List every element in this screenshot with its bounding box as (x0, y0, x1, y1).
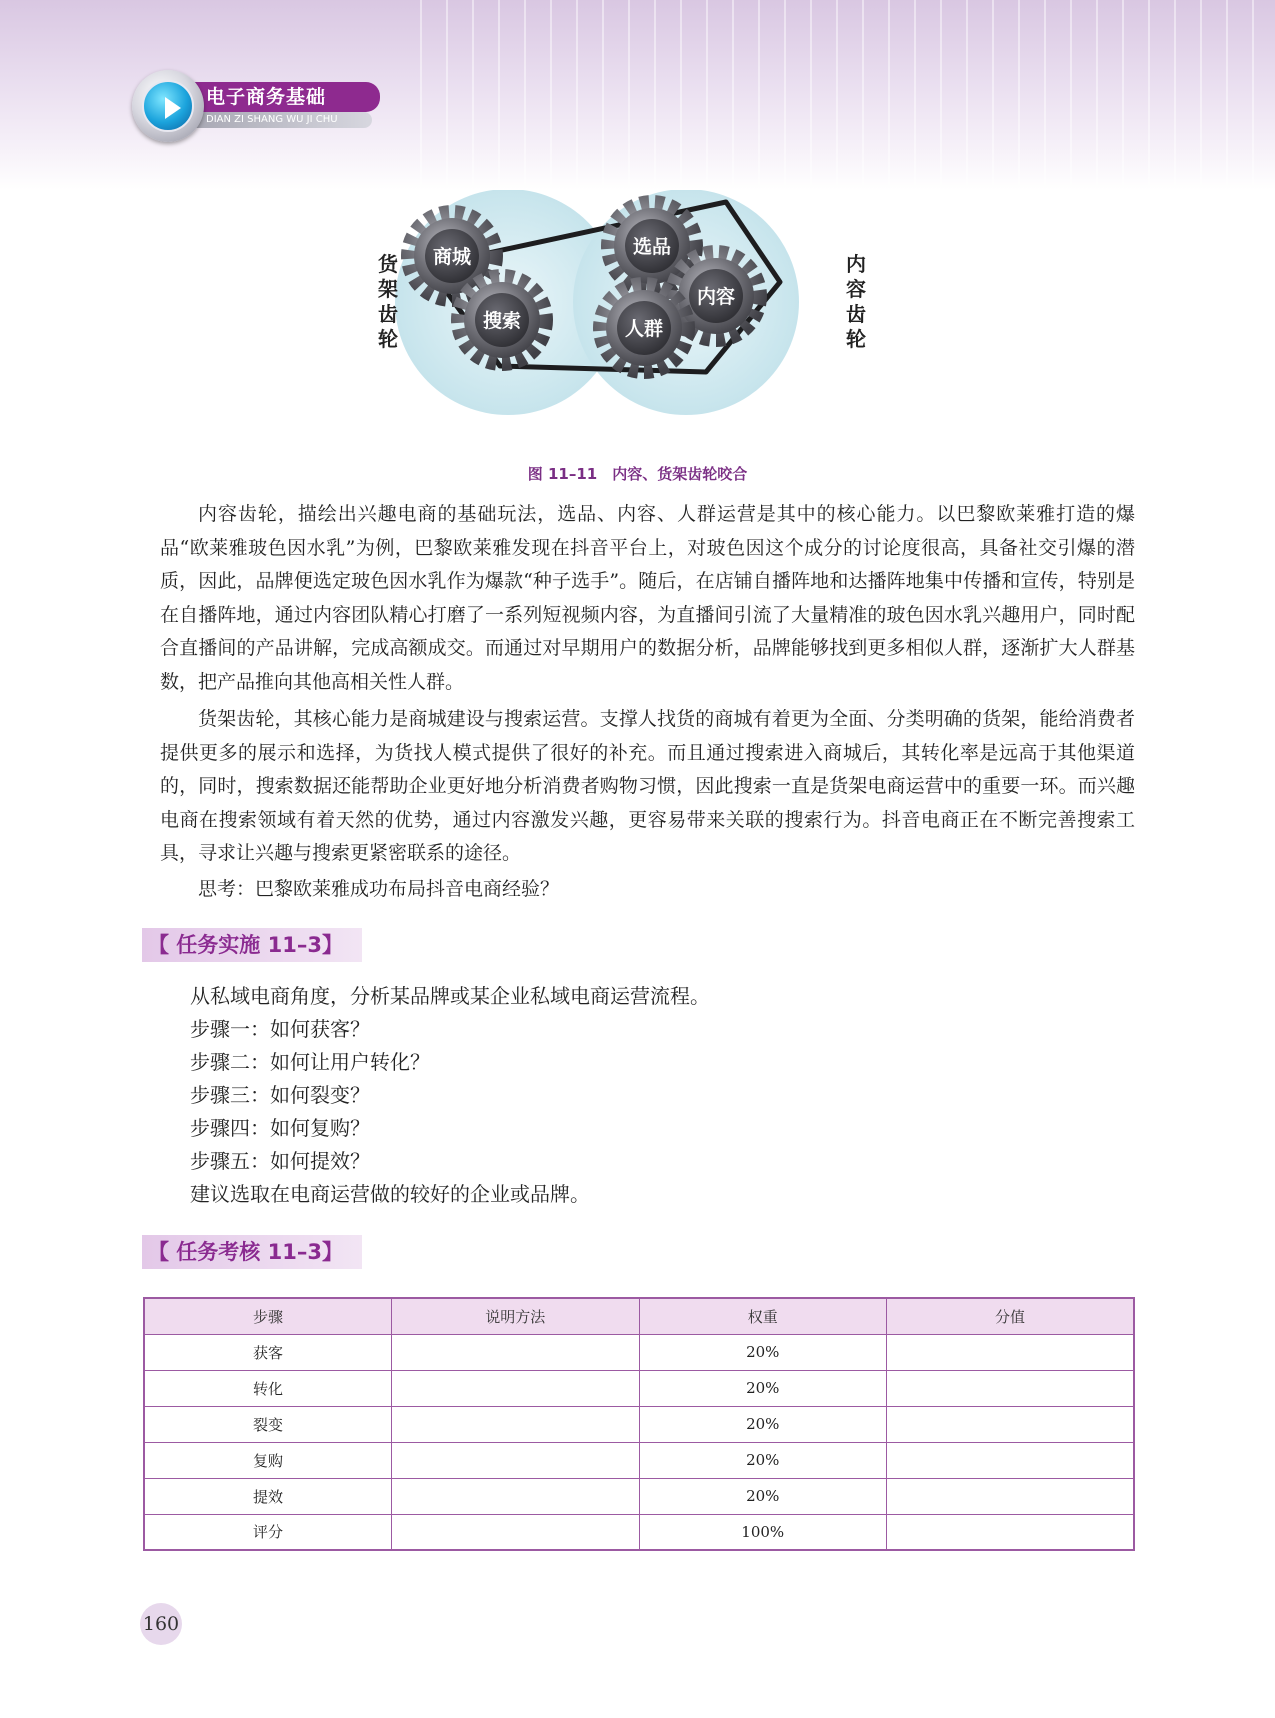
cell-method (392, 1370, 640, 1406)
cell-step: 获客 (144, 1334, 392, 1370)
section-header-implementation: 【 任务实施 11–3】 (142, 928, 362, 962)
cell-weight: 20% (639, 1478, 887, 1514)
task-step-4: 步骤四：如何复购？ (190, 1116, 370, 1140)
play-logo-icon (132, 70, 204, 142)
paragraph-question: 思考：巴黎欧莱雅成功布局抖音电商经验？ (198, 878, 560, 900)
figure-caption: 图 11–11 内容、货架齿轮咬合 (527, 465, 748, 483)
gear-figure (380, 190, 900, 450)
table-row (144, 1514, 1134, 1550)
cell-score (887, 1370, 1135, 1406)
gear-label-mall: 商城 (432, 246, 472, 268)
paragraph-shelf-gear: 货架齿轮，其核心能力是商城建设与搜索运营。支撑人找货的商城有着更为全面、分类明确的货架，能给消费者提供更多的展示和选择，为货找人模式提供了很好的补充。而且通过搜索进入商城后，其转化率是远高于其他渠道的，同时，搜索数据还能帮助企业更好地分析消费者购物习惯，因此搜索一直是货架电商运营中的重要一环。而兴趣电商在搜索领域有着天然的优势，通过内容激发兴趣，更容易带来关联的搜索行为。抖音电商正在不断完善搜索工具，寻求让兴趣与搜索更紧密联系的途径。 (160, 708, 1135, 864)
table-header-row (144, 1298, 1134, 1334)
cell-score (887, 1334, 1135, 1370)
content-gear-label: 内容齿轮 (846, 252, 866, 351)
table-row (144, 1370, 1134, 1406)
gear-label-search: 搜索 (482, 310, 522, 332)
cell-step: 转化 (144, 1370, 392, 1406)
cell-step: 复购 (144, 1442, 392, 1478)
task-intro: 从私域电商角度，分析某品牌或某企业私域电商运营流程。 (190, 984, 710, 1008)
page-number: 160 (140, 1603, 182, 1645)
cell-weight: 20% (639, 1442, 887, 1478)
cell-method (392, 1442, 640, 1478)
table-row (144, 1478, 1134, 1514)
table-row (144, 1334, 1134, 1370)
col-header-weight: 权重 (639, 1298, 887, 1334)
table-row (144, 1406, 1134, 1442)
cell-method (392, 1478, 640, 1514)
gear-label-content: 内容 (696, 286, 736, 308)
cell-score (887, 1442, 1135, 1478)
cell-score (887, 1406, 1135, 1442)
cell-method (392, 1334, 640, 1370)
cell-weight: 20% (639, 1334, 887, 1370)
cell-method (392, 1514, 640, 1550)
cell-weight: 20% (639, 1406, 887, 1442)
col-header-score: 分值 (887, 1298, 1135, 1334)
book-subtitle: DIAN ZI SHANG WU JI CHU (190, 112, 372, 128)
assessment-table (143, 1297, 1135, 1551)
cell-score (887, 1478, 1135, 1514)
cell-step: 提效 (144, 1478, 392, 1514)
table-row (144, 1442, 1134, 1478)
paragraph-content-gear: 内容齿轮，描绘出兴趣电商的基础玩法，选品、内容、人群运营是其中的核心能力。以巴黎欧莱雅打造的爆品“欧莱雅玻色因水乳”为例，巴黎欧莱雅发现在抖音平台上，对玻色因这个成分的讨论度很高，具备社交引爆的潜质，因此，品牌便选定玻色因水乳作为爆款“种子选手”。随后，在店铺自播阵地和达播阵地集中传播和宣传，特别是在自播阵地，通过内容团队精心打磨了一系列短视频内容，为直播间引流了大量精准的玻色因水乳兴趣用户，同时配合直播间的产品讲解，完成高额成交。而通过对早期用户的数据分析，品牌能够找到更多相似人群，逐渐扩大人群基数，把产品推向其他高相关性人群。 (160, 503, 1135, 693)
cell-step: 评分 (144, 1514, 392, 1550)
header-band (0, 0, 1275, 190)
cell-score (887, 1514, 1135, 1550)
task-suggestion: 建议选取在电商运营做的较好的企业或品牌。 (190, 1182, 590, 1206)
book-title: 电子商务基础 (190, 82, 380, 112)
task-step-3: 步骤三：如何裂变？ (190, 1083, 370, 1107)
col-header-method: 说明方法 (392, 1298, 640, 1334)
cell-step: 裂变 (144, 1406, 392, 1442)
gear-label-crowd: 人群 (624, 318, 664, 340)
col-header-step: 步骤 (144, 1298, 392, 1334)
task-step-2: 步骤二：如何让用户转化？ (190, 1050, 430, 1074)
task-step-1: 步骤一：如何获客？ (190, 1017, 370, 1041)
shelf-gear-label: 货架齿轮 (378, 252, 398, 351)
cell-weight: 100% (639, 1514, 887, 1550)
task-step-5: 步骤五：如何提效？ (190, 1149, 370, 1173)
cell-weight: 20% (639, 1370, 887, 1406)
gear-label-selection: 选品 (632, 236, 672, 258)
cell-method (392, 1406, 640, 1442)
section-header-assessment: 【 任务考核 11–3】 (142, 1235, 362, 1269)
